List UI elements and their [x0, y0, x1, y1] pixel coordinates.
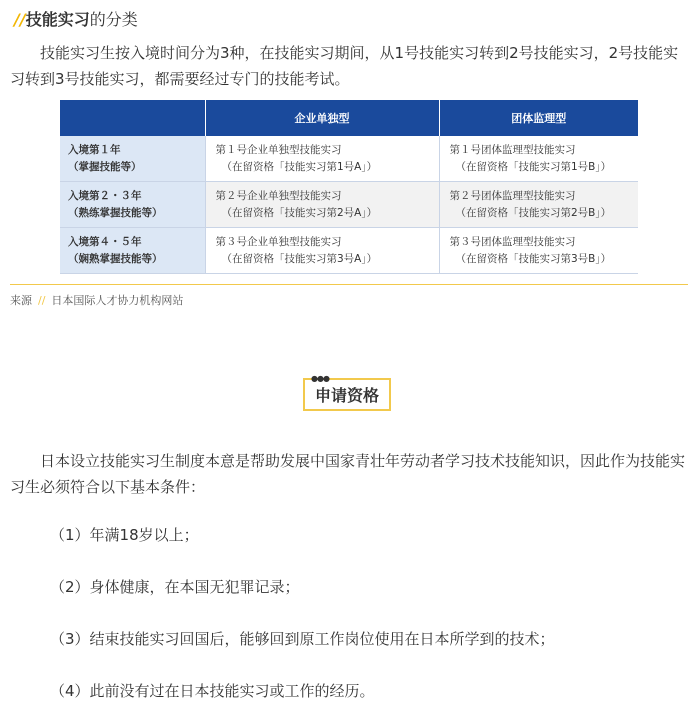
- cell-line1: 第２号企业单独型技能实习: [215, 189, 342, 202]
- enterprise-cell: [205, 228, 439, 274]
- apply-heading: [303, 374, 391, 411]
- cell-line2: （在留资格「技能实习第3号A」）: [221, 252, 378, 265]
- table-row: [60, 228, 638, 274]
- intro-paragraph: 技能实习生按入境时间分为3种，在技能实习期间，从1号技能实习转到2号技能实习，2号技能实习转到3号技能实习，都需要经过专门的技能考试。: [10, 44, 679, 88]
- table-row: [60, 182, 638, 228]
- stage-label: 入境第２・３年: [68, 189, 142, 202]
- row-stage: [60, 182, 205, 228]
- table-row: [60, 136, 638, 182]
- cell-line2: （在留资格「技能实习第3号B」）: [455, 252, 612, 265]
- section-heading: [14, 7, 138, 30]
- cell-line2: （在留资格「技能实习第1号A」）: [221, 160, 378, 173]
- group-cell: [439, 182, 638, 228]
- condition-item: （1）年满18岁以上；: [50, 526, 199, 544]
- source-separator: //: [38, 294, 46, 307]
- condition-item: （3）结束技能实习回国后，能够回到原工作岗位使用在日本所学到的技术；: [50, 630, 555, 648]
- cell-line2: （在留资格「技能实习第2号B」）: [455, 206, 612, 219]
- heading-rest: 的分类: [89, 10, 138, 29]
- table-header-group: 团体监理型: [439, 100, 638, 136]
- stage-note: （熟练掌握技能等）: [68, 206, 163, 219]
- stage-label: 入境第４・５年: [68, 235, 142, 248]
- cell-line2: （在留资格「技能实习第2号A」）: [221, 206, 378, 219]
- row-stage: [60, 228, 205, 274]
- divider: [10, 284, 688, 285]
- cell-line1: 第１号团体监理型技能实习: [449, 143, 576, 156]
- cell-line1: 第１号企业单独型技能实习: [215, 143, 342, 156]
- body-paragraph: 日本设立技能实习生制度本意是帮助发展中国家青壮年劳动者学习技术技能知识，因此作为技能实习生必须符合以下基本条件：: [10, 452, 686, 496]
- heading-slashes: //: [14, 10, 26, 29]
- classification-table: [60, 100, 638, 274]
- heading-bold: 技能实习: [25, 10, 90, 29]
- source-line: [10, 292, 183, 308]
- group-cell: [439, 228, 638, 274]
- row-stage: [60, 136, 205, 182]
- apply-dots-icon: ●●●: [311, 374, 329, 383]
- stage-label: 入境第１年: [68, 143, 121, 156]
- apply-title: 申请资格: [303, 378, 391, 411]
- cell-line1: 第３号企业单独型技能实习: [215, 235, 342, 248]
- cell-line2: （在留资格「技能实习第1号B」）: [455, 160, 612, 173]
- table-header-empty: [60, 100, 205, 136]
- enterprise-cell: [205, 136, 439, 182]
- table-header-enterprise: 企业单独型: [205, 100, 439, 136]
- source-text: 日本国际人才协力机构网站: [51, 294, 184, 307]
- cell-line1: 第２号团体监理型技能实习: [449, 189, 576, 202]
- source-label: 来源: [10, 294, 32, 307]
- stage-note: （娴熟掌握技能等）: [68, 252, 163, 265]
- enterprise-cell: [205, 182, 439, 228]
- stage-note: （掌握技能等）: [68, 160, 142, 173]
- cell-line1: 第３号团体监理型技能实习: [449, 235, 576, 248]
- condition-item: （2）身体健康，在本国无犯罪记录；: [50, 578, 300, 596]
- condition-item: （4）此前没有过在日本技能实习或工作的经历。: [50, 682, 375, 700]
- group-cell: [439, 136, 638, 182]
- table-header-row: [60, 100, 638, 136]
